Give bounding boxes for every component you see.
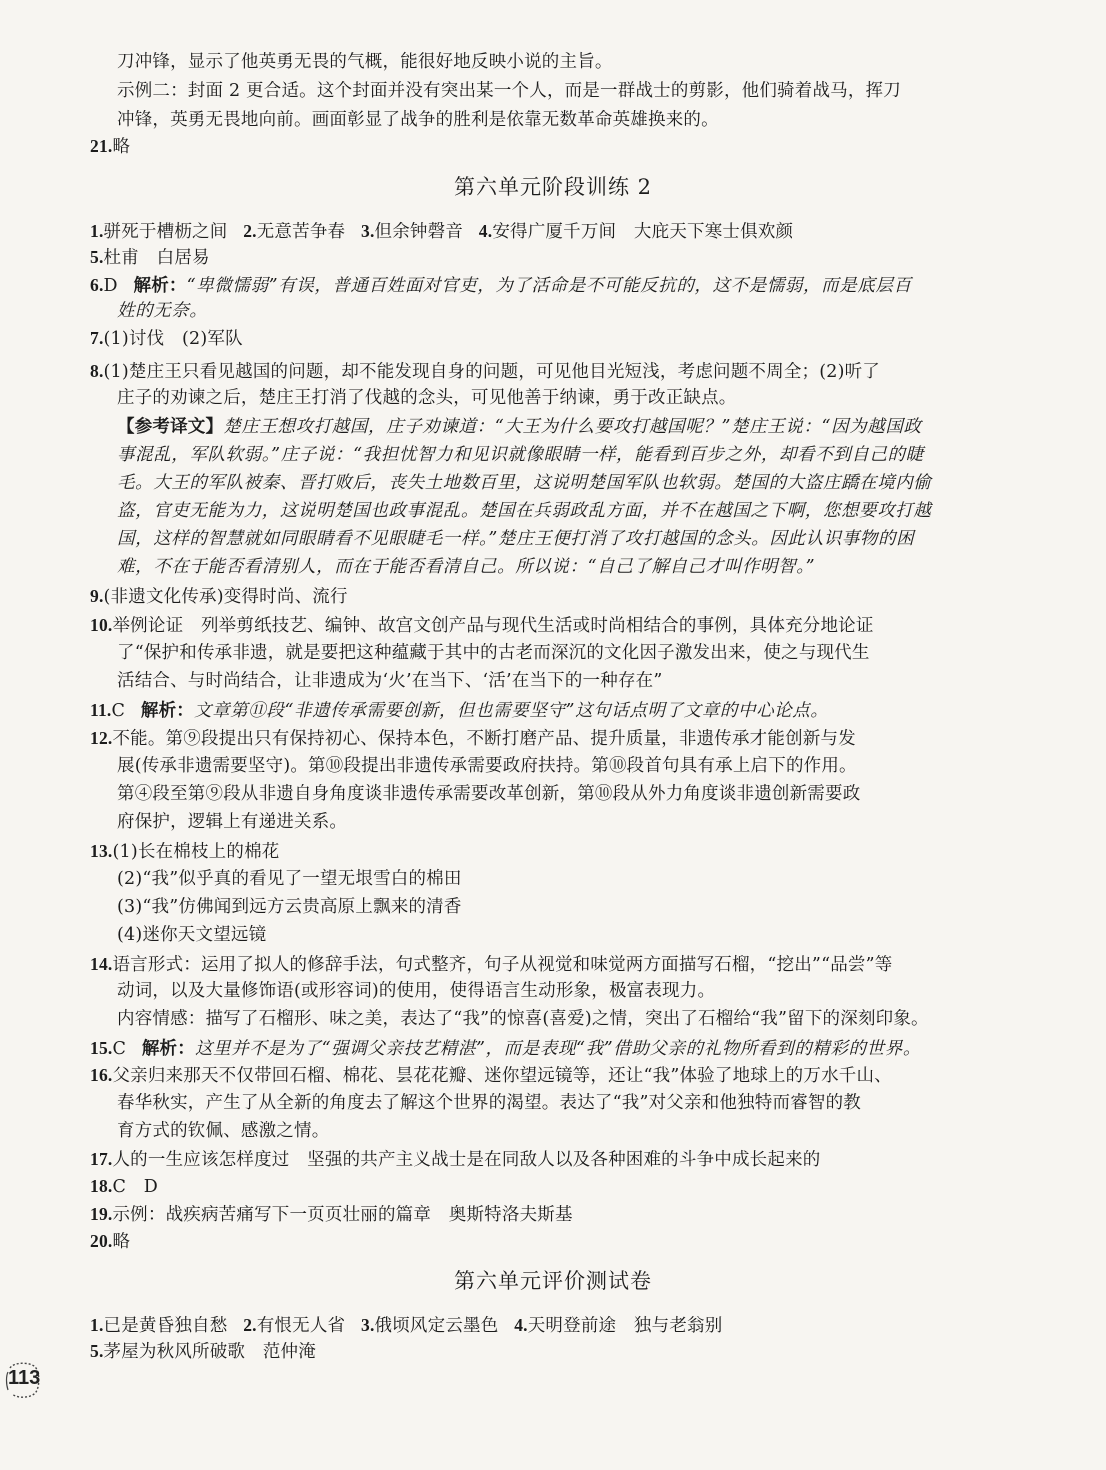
q12-line-3: 第④段至第⑨段从非遗自身角度谈非遗传承需要改革创新，第⑩段从外力角度谈非遗创新需要政 [117, 784, 861, 804]
q15-answer [90, 1035, 921, 1062]
q16-line-2: 春华秋实，产生了从全新的角度去了解这个世界的渴望。表达了“我”对父亲和他独特而睿智的教 [117, 1093, 861, 1113]
eval-q5-number: 5. [90, 1341, 104, 1361]
eval-q3-number: 3. [361, 1315, 375, 1335]
q11-choice: C [111, 701, 126, 721]
eval-q5-answer [90, 1338, 316, 1365]
q5-number: 5. [90, 247, 104, 267]
q8-number: 8. [90, 361, 104, 381]
q8-translation-line-6: 难，不在于能否看清别人，而在于能否看清自己。所以说：“自己了解自己才叫作明智。” [117, 557, 816, 577]
q4-number: 4. [478, 221, 493, 241]
q21-number: 21. [90, 136, 113, 156]
q13-line-3: (3)“我”仿佛闻到远方云贵高原上飘来的清香 [117, 897, 462, 917]
q11-analysis-tag: 解析： [140, 701, 194, 721]
q18-number: 18. [90, 1176, 113, 1196]
q8-translation-line-3: 毛。大王的军队被秦、晋打败后，丧失土地数百里，这说明楚国军队也软弱。楚国的大盗庄蹻在境内偷 [117, 473, 932, 493]
q6-analysis-line-1: “卑微懦弱”有误，普通百姓面对官吏，为了活命是不可能反抗的，这不是懦弱，而是底层百 [186, 276, 912, 296]
q15-choice: C [112, 1039, 127, 1059]
q8-line-1: (1)楚庄王只看见越国的问题，却不能发现自身的问题，可见他目光短浅，考虑问题不周全；(2)听了 [103, 362, 881, 382]
section-title-evaluation-test: 第六单元评价测试卷 [454, 1269, 652, 1293]
eval-q1-text: 已是黄昏独自愁 [103, 1316, 228, 1336]
eval-q4-number: 4. [514, 1315, 528, 1335]
q21-answer [90, 133, 130, 160]
q6-choice: D [103, 276, 118, 296]
eval-q5-text: 茅屋为秋风所破歌 范仲淹 [103, 1342, 316, 1362]
q3-number: 3. [361, 221, 375, 241]
q6-analysis-line-2: 姓的无奈。 [117, 301, 208, 321]
q19-number: 19. [90, 1204, 113, 1224]
q6-analysis-tag: 解析： [133, 276, 187, 296]
q7-text: (1)讨伐 (2)军队 [103, 329, 243, 349]
q8-translation-line-2: 事混乱，军队软弱。”庄子说：“我担忧智力和见识就像眼睛一样，能看到百步之外，却看不到自己的睫 [117, 445, 924, 465]
q8-answer [90, 358, 880, 385]
q13-answer [90, 838, 279, 865]
q18-answer [90, 1173, 158, 1200]
page-number: 113 [8, 1367, 41, 1389]
top-line-1: 刀冲锋，显示了他英勇无畏的气概，能很好地反映小说的主旨。 [117, 52, 613, 72]
q13-number: 13. [90, 841, 113, 861]
q16-line-1: 父亲归来那天不仅带回石榴、棉花、昙花花瓣、迷你望远镜等，还让“我”体验了地球上的万水千山、 [112, 1066, 892, 1086]
q12-line-2: 展(传承非遗需要坚守)。第⑩段提出非遗传承需要政府扶持。第⑩段首句具有承上启下的作用。 [117, 756, 857, 776]
q1-text: 骈死于槽枥之间 [103, 222, 228, 242]
eval-q4-text: 天明登前途 独与老翁别 [527, 1316, 723, 1336]
q14-number: 14. [90, 954, 113, 974]
q1-4-answers [90, 218, 793, 245]
q8-translation-line-1 [117, 414, 922, 440]
q5-text: 杜甫 白居易 [103, 248, 210, 268]
q12-line-4: 府保护，逻辑上有递进关系。 [117, 812, 348, 832]
q16-answer [90, 1062, 892, 1089]
q10-line-1: 举例论证 列举剪纸技艺、编钟、故宫文创产品与现代生活或时尚相结合的事例，具体充分地论证 [112, 616, 874, 636]
q5-answer [90, 244, 210, 271]
q10-line-3: 活结合、与时尚结合，让非遗成为‘火’在当下、‘活’在当下的一种存在” [117, 671, 663, 691]
q14-line-2: 动词，以及大量修饰语(或形容词)的使用，使得语言生动形象，极富表现力。 [117, 981, 716, 1001]
q16-line-3: 育方式的钦佩、感激之情。 [117, 1121, 330, 1141]
q2-number: 2. [243, 221, 257, 241]
q17-answer [90, 1146, 820, 1173]
page-number-badge [4, 1360, 42, 1400]
q10-answer [90, 612, 874, 639]
q9-number: 9. [90, 586, 104, 606]
q13-line-2: (2)“我”似乎真的看见了一望无垠雪白的棉田 [117, 869, 462, 889]
q11-number: 11. [90, 700, 112, 720]
top-line-3: 冲锋，英勇无畏地向前。画面彰显了战争的胜利是依靠无数革命英雄换来的。 [117, 110, 719, 130]
q2-text: 无意苦争春 [256, 222, 346, 242]
q1-number: 1. [90, 221, 104, 241]
q9-text: (非遗文化传承)变得时尚、流行 [103, 587, 348, 607]
top-line-2: 示例二：封面 2 更合适。这个封面并没有突出某一个人，而是一群战士的剪影，他们骑着战马，挥刀 [117, 81, 901, 101]
q8-translation-tag: 【参考译文】 [117, 417, 224, 437]
q15-number: 15. [90, 1038, 113, 1058]
q8-translation-line-5: 国，这样的智慧就如同眼睛看不见眼睫毛一样。”楚庄王便打消了攻打越国的念头。因此认识事物的困 [117, 529, 915, 549]
q14-line-3: 内容情感：描写了石榴形、味之美，表达了“我”的惊喜(喜爱)之情，突出了石榴给“我”留下的深刻印象。 [117, 1009, 929, 1029]
q20-answer [90, 1228, 130, 1255]
q15-analysis-text: 这里并不是为了“强调父亲技艺精湛”，而是表现“我”借助父亲的礼物所看到的精彩的世界。 [194, 1039, 921, 1059]
q11-analysis-text: 文章第⑪段“非遗传承需要创新，但也需要坚守”这句话点明了文章的中心论点。 [193, 701, 829, 721]
eval-q1-number: 1. [90, 1315, 104, 1335]
q8-translation-line-4: 盗，官吏无能为力，这说明楚国也政事混乱。楚国在兵弱政乱方面，并不在越国之下啊，您想要攻打越 [117, 501, 932, 521]
q9-answer [90, 583, 348, 610]
q8-translation-text-1: 楚庄王想攻打越国，庄子劝谏道：“大王为什么要攻打越国呢？”楚庄王说：“因为越国政 [223, 417, 922, 437]
q17-number: 17. [90, 1149, 113, 1169]
q3-text: 但余钟磬音 [374, 222, 464, 242]
eval-q3-text: 俄顷风定云墨色 [374, 1316, 499, 1336]
q12-line-1: 不能。第⑨段提出只有保持初心、保持本色，不断打磨产品、提升质量，非遗传承才能创新与发 [112, 729, 856, 749]
q12-answer [90, 725, 856, 752]
q18-text: C D [112, 1177, 159, 1197]
q21-text: 略 [112, 137, 131, 157]
q13-line-1: (1)长在棉枝上的棉花 [112, 842, 280, 862]
section-title-stage-training: 第六单元阶段训练 2 [453, 175, 653, 199]
q19-text: 示例：战疾病苦痛写下一页页壮丽的篇章 奥斯特洛夫斯基 [112, 1205, 573, 1225]
q7-number: 7. [90, 328, 104, 348]
q4-text: 安得广厦千万间 大庇天下寒士俱欢颜 [492, 222, 794, 242]
q7-answer [90, 325, 243, 352]
q12-number: 12. [90, 728, 113, 748]
q6-number: 6. [90, 275, 104, 295]
q20-number: 20. [90, 1231, 113, 1251]
q14-answer [90, 951, 892, 978]
q16-number: 16. [90, 1065, 113, 1085]
q20-text: 略 [112, 1232, 131, 1252]
q8-line-2: 庄子的劝谏之后，楚庄王打消了伐越的念头，可见他善于纳谏，勇于改正缺点。 [117, 388, 737, 408]
q6-answer [90, 272, 912, 299]
q14-line-1: 语言形式：运用了拟人的修辞手法，句式整齐，句子从视觉和味觉两方面描写石榴，“挖出”“品尝”等 [112, 955, 893, 975]
q15-analysis-tag: 解析： [141, 1039, 195, 1059]
q17-text: 人的一生应该怎样度过 坚强的共产主义战士是在同敌人以及各种困难的斗争中成长起来的 [112, 1150, 821, 1170]
eval-q2-text: 有恨无人省 [256, 1316, 346, 1336]
eval-q2-number: 2. [243, 1315, 257, 1335]
q10-number: 10. [90, 615, 113, 635]
eval-q1-4-answers [90, 1312, 722, 1339]
q13-line-4: (4)迷你天文望远镜 [117, 925, 267, 945]
q11-answer [90, 697, 828, 724]
q19-answer [90, 1201, 573, 1228]
q10-line-2: 了“保护和传承非遗，就是要把这种蕴藏于其中的古老而深沉的文化因子激发出来，使之与现代生 [117, 643, 870, 663]
